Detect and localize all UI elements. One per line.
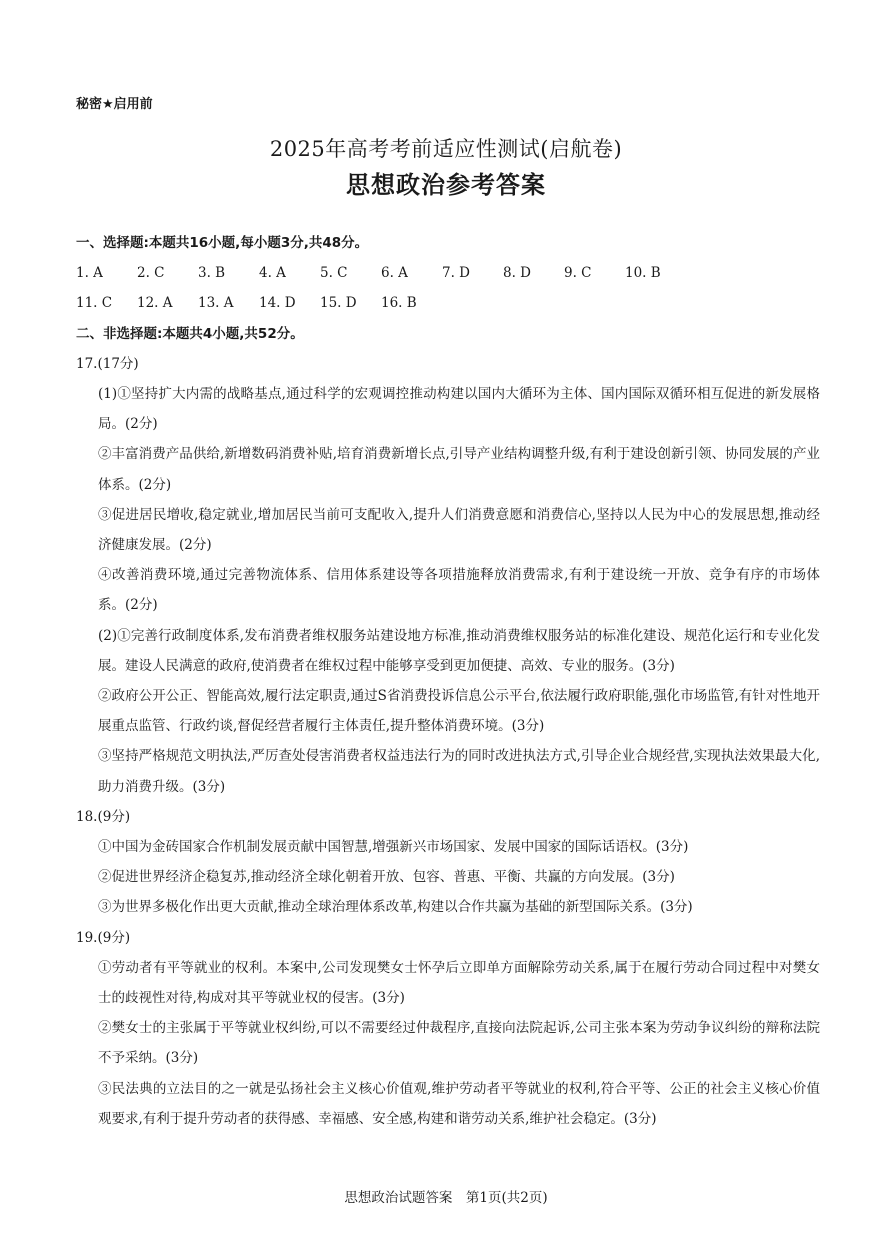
answer-row-1: [76, 258, 820, 288]
answer-item: 2. C: [137, 265, 165, 282]
question-18-label: 18.(9分): [76, 808, 131, 825]
answer-item: 13. A: [198, 295, 234, 312]
question-17-label: 17.(17分): [76, 355, 139, 372]
answer-item: 15. D: [320, 295, 357, 312]
q17-paragraph: (1)①坚持扩大内需的战略基点,通过科学的宏观调控推动构建以国内大循环为主体、国内国际双循环相互促进的新发展格局。(2分): [98, 386, 820, 433]
answer-item: 6. A: [381, 265, 408, 282]
answer-item: 14. D: [259, 295, 296, 312]
q17-paragraph: ③坚持严格规范文明执法,严厉查处侵害消费者权益违法行为的同时改进执法方式,引导企业合规经营,实现执法效果最大化,助力消费升级。(3分): [98, 748, 820, 795]
answer-item: 1. A: [76, 265, 103, 282]
answer-item: 12. A: [137, 295, 173, 312]
page-footer: 思想政治试题答案 第1页(共2页): [344, 1190, 548, 1206]
answer-body: [76, 228, 820, 1134]
question-19-label: 19.(9分): [76, 929, 131, 946]
q17-paragraph: ②政府公开公正、智能高效,履行法定职责,通过S省消费投诉信息公示平台,依法履行政府职能,强化市场监管,有针对性地开展重点监管、行政约谈,督促经营者履行主体责任,提升整体消费环境。(3分): [98, 688, 820, 735]
answer-item: 5. C: [320, 265, 348, 282]
section2-heading: 二、非选择题:本题共4小题,共52分。: [76, 325, 304, 342]
answer-item: 10. B: [625, 265, 661, 282]
q18-paragraph: ①中国为金砖国家合作机制发展贡献中国智慧,增强新兴市场国家、发展中国家的国际话语权。(3分): [98, 839, 689, 856]
q17-paragraph: ②丰富消费产品供给,新增数码消费补贴,培育消费新增长点,引导产业结构调整升级,有利于建设创新引领、协同发展的产业体系。(2分): [98, 446, 820, 493]
q17-paragraph: ④改善消费环境,通过完善物流体系、信用体系建设等各项措施释放消费需求,有利于建设统一开放、竞争有序的市场体系。(2分): [98, 567, 820, 614]
q19-paragraph: ②樊女士的主张属于平等就业权纠纷,可以不需要经过仲裁程序,直接向法院起诉,公司主张本案为劳动争议纠纷的辩称法院不予采纳。(3分): [98, 1020, 820, 1067]
confidential-mark: 秘密★启用前: [76, 97, 153, 112]
answer-row-2: [76, 288, 820, 318]
answer-item: 7. D: [442, 265, 470, 282]
q17-paragraph: ③促进居民增收,稳定就业,增加居民当前可支配收入,提升人们消费意愿和消费信心,坚持以人民为中心的发展思想,推动经济健康发展。(2分): [98, 506, 820, 554]
answer-item: 11. C: [76, 295, 113, 312]
q19-paragraph: ①劳动者有平等就业的权利。本案中,公司发现樊女士怀孕后立即单方面解除劳动关系,属于在履行劳动合同过程中对樊女士的歧视性对待,构成对其平等就业权的侵害。(3分): [98, 959, 820, 1007]
answer-item: 4. A: [259, 265, 286, 282]
exam-title: 2025年高考考前适应性测试(启航卷): [269, 137, 623, 161]
answer-title: 思想政治参考答案: [346, 171, 546, 199]
answer-item: 9. C: [564, 265, 592, 282]
answer-item: 8. D: [503, 265, 531, 282]
section1-heading: 一、选择题:本题共16小题,每小题3分,共48分。: [76, 235, 369, 251]
q18-paragraph: ③为世界多极化作出更大贡献,推动全球治理体系改革,构建以合作共赢为基础的新型国际关系。(3分): [98, 899, 693, 916]
q17-paragraph: (2)①完善行政制度体系,发布消费者维权服务站建设地方标准,推动消费维权服务站的标准化建设、规范化运行和专业化发展。建设人民满意的政府,使消费者在维权过程中能够享受到更加便捷、高效、专业的服务。(3分): [98, 627, 820, 674]
q19-paragraph: ③民法典的立法目的之一就是弘扬社会主义核心价值观,维护劳动者平等就业的权利,符合平等、公正的社会主义核心价值观要求,有利于提升劳动者的获得感、幸福感、安全感,构建和谐劳动关系,维护社会稳定。(3分): [98, 1080, 820, 1127]
answer-item: 16. B: [381, 295, 417, 312]
answer-item: 3. B: [198, 265, 226, 282]
q18-paragraph: ②促进世界经济企稳复苏,推动经济全球化朝着开放、包容、普惠、平衡、共赢的方向发展。(3分): [98, 869, 675, 886]
